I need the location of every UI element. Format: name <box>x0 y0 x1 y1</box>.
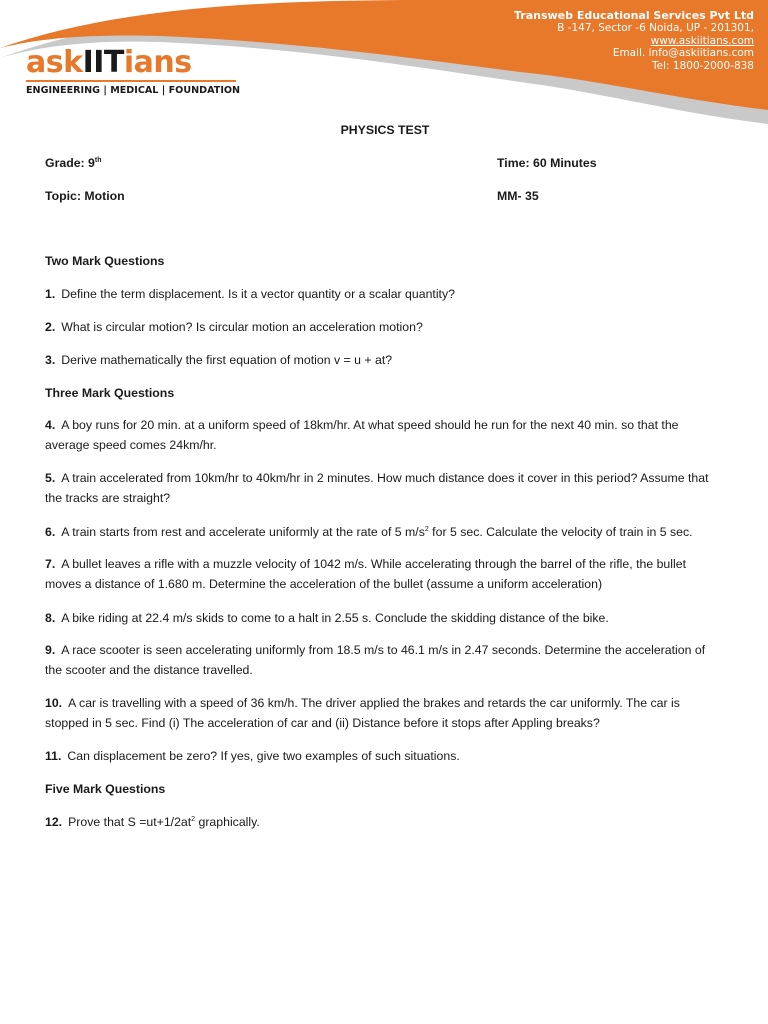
question-number: 3. <box>45 353 56 367</box>
topic-row <box>45 186 725 206</box>
company-name: Transweb Educational Services Pvt Ltd <box>513 9 754 22</box>
question-text: A bike riding at 22.4 m/s skids to come to a halt in 2.55 s. Conclude the skidding distance of the bike. <box>61 611 609 625</box>
question-text-part-a: A train starts from rest and accelerate uniformly at the rate of 5 m/s <box>61 525 425 539</box>
question-superscript: 2 <box>424 526 429 533</box>
question-text: What is circular motion? Is circular motion an acceleration motion? <box>61 320 423 334</box>
question-number: 7. <box>45 557 56 571</box>
question-superscript: 2 <box>191 816 196 823</box>
question-4 <box>45 415 725 455</box>
question-text: A bullet leaves a rifle with a muzzle velocity of 1042 m/s. While accelerating through the barrel of the rifle, the bullet moves a distance of 1.680 m. Determine the acceleration of the bullet (assume a uniform acceleration) <box>45 557 686 591</box>
page-title: PHYSICS TEST <box>340 123 430 137</box>
question-text <box>68 815 260 829</box>
question-number: 1. <box>45 287 56 301</box>
question-number: 6. <box>45 525 56 539</box>
company-website-link[interactable]: www.askiitians.com <box>650 34 754 47</box>
question-text: A boy runs for 20 min. at a uniform speed of 18km/hr. At what speed should he run for the next 40 min. so that the average speed comes 24km/hr. <box>45 418 679 452</box>
grade-label <box>45 156 102 170</box>
company-phone: Tel: 1800-2000-838 <box>652 59 754 72</box>
question-number: 8. <box>45 611 56 625</box>
question-10 <box>45 693 725 733</box>
max-marks-label: MM- 35 <box>497 189 539 203</box>
question-text-part-b: graphically. <box>195 815 260 829</box>
time-label: Time: 60 Minutes <box>497 156 597 170</box>
section-three-mark: Three Mark Questions <box>45 386 175 400</box>
question-text: Can displacement be zero? If yes, give two examples of such situations. <box>67 749 460 763</box>
question-6 <box>45 522 725 542</box>
question-3 <box>45 350 725 370</box>
question-number: 12. <box>45 815 63 829</box>
question-12 <box>45 812 725 832</box>
question-number: 2. <box>45 320 56 334</box>
grade-text: Grade: 9 <box>45 156 95 170</box>
question-text: A car is travelling with a speed of 36 km/h. The driver applied the brakes and retards the car uniformly. The car is stopped in 5 sec. Find (i) The acceleration of car and (ii) Distance before it stops after Appling breaks? <box>45 696 680 730</box>
question-text-part-a: Prove that S =ut+1/2at <box>68 815 192 829</box>
logo-underline <box>26 80 236 82</box>
question-number: 10. <box>45 696 63 710</box>
question-number: 9. <box>45 643 56 657</box>
company-address: B -147, Sector -6 Noida, UP - 201301, <box>557 22 754 35</box>
question-number: 5. <box>45 471 56 485</box>
question-text-part-b: for 5 sec. Calculate the velocity of train in 5 sec. <box>428 525 693 539</box>
question-text: Define the term displacement. Is it a vector quantity or a scalar quantity? <box>61 287 455 301</box>
topic-label: Topic: Motion <box>45 189 125 203</box>
question-5 <box>45 468 725 508</box>
question-number: 11. <box>45 749 62 763</box>
question-8 <box>45 608 725 628</box>
question-text <box>61 525 692 539</box>
question-7 <box>45 554 725 594</box>
logo-prefix: ask <box>26 45 83 80</box>
question-text: A train accelerated from 10km/hr to 40km/hr in 2 minutes. How much distance does it cover in this period? Assume that the tracks are straight? <box>45 471 709 505</box>
question-11 <box>45 746 725 766</box>
question-number: 4. <box>45 418 56 432</box>
question-text: Derive mathematically the first equation of motion v = u + at? <box>61 353 393 367</box>
logo-suffix: ians <box>123 45 192 80</box>
askiitians-logo <box>26 47 240 96</box>
question-9 <box>45 640 725 680</box>
grade-superscript: th <box>94 157 102 164</box>
company-info <box>514 10 754 72</box>
logo-wordmark <box>26 47 240 79</box>
logo-iit: IIT <box>82 45 124 80</box>
company-email: Email. info@askiitians.com <box>612 47 754 60</box>
grade-row <box>45 153 725 173</box>
logo-tagline: ENGINEERING | MEDICAL | FOUNDATION <box>26 85 241 96</box>
section-five-mark: Five Mark Questions <box>45 782 166 796</box>
question-1 <box>45 284 725 304</box>
question-2 <box>45 317 725 337</box>
section-two-mark: Two Mark Questions <box>45 254 165 268</box>
question-text: A race scooter is seen accelerating uniformly from 18.5 m/s to 46.1 m/s in 2.47 seconds. Determine the acceleration of the scooter and the distance travelled. <box>45 643 706 677</box>
